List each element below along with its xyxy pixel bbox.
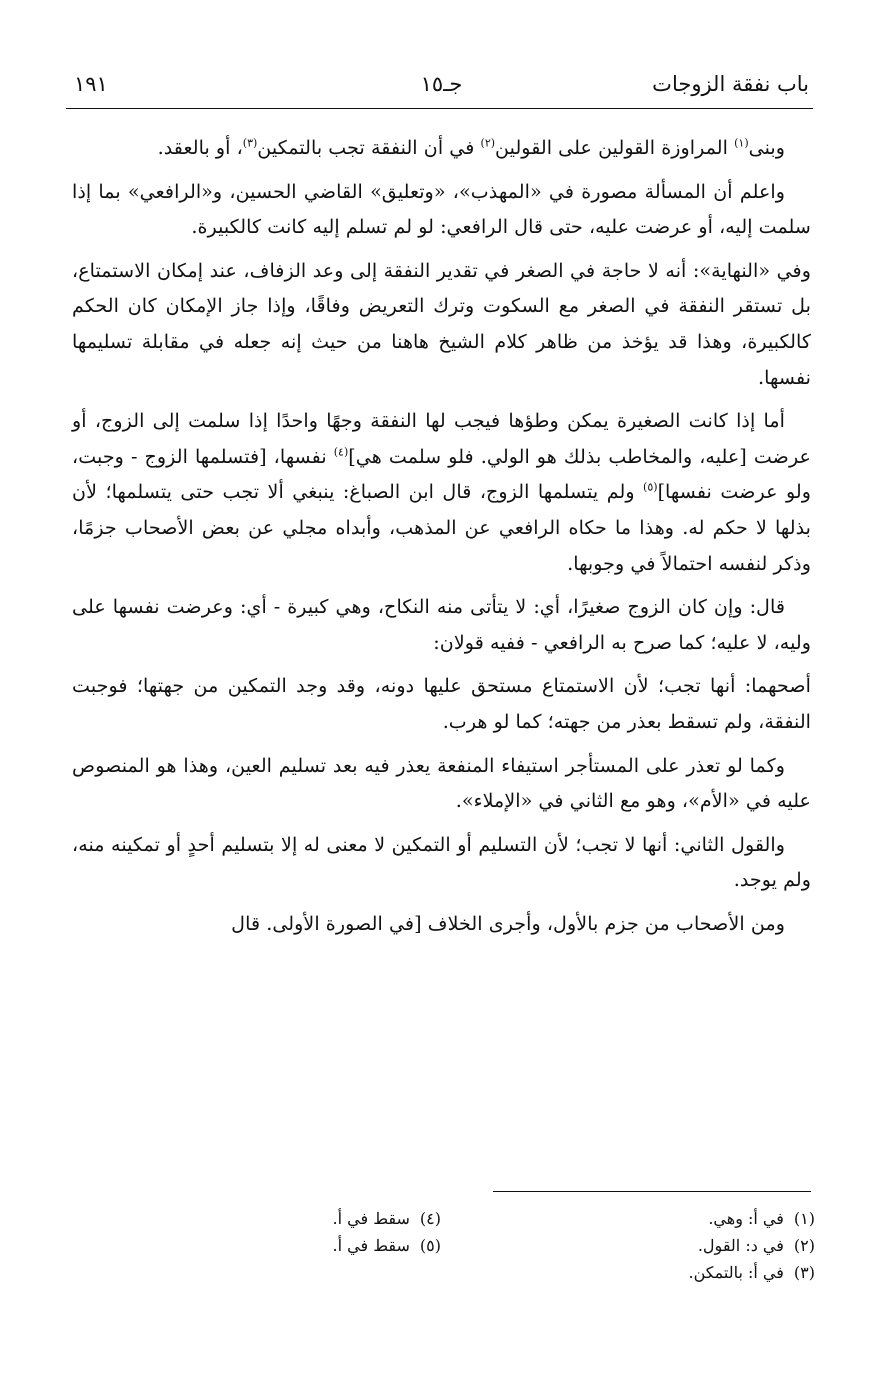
footnote-reference[interactable]: (٣) <box>242 136 258 150</box>
paragraph-text: ومن الأصحاب من جزم بالأول، وأجرى الخلاف [في الصورة الأولى. قال <box>231 911 785 935</box>
footnote-reference[interactable]: (٢) <box>480 136 496 150</box>
paragraph-text: واعلم أن المسألة مصورة في «المهذب»، «وتعليق» القاضي الحسين، و«الرافعي» بما إذا سلمت إليه، أو عرضت عليه، حتى قال الرافعي: لو لم تسلم إليه كانت كالكبيرة. <box>72 179 811 239</box>
paragraph <box>72 827 811 898</box>
paragraph-text: وفي «النهاية»: أنه لا حاجة في الصغر في تقدير النفقة إلى وعد الزفاف، عند إمكان الاستمتاع، بل تستقر النفقة في الصغر مع السكوت وترك التعريض وفاقًا، وإذا جاز الإمكان كان الحكم كالكبيرة، وهذا قد يؤخذ من ظاهر كلام الشيخ هاهنا من حيث إنه جعله في مقابلة تسليمها نفسها. <box>72 258 811 389</box>
footnote-number: (٤) <box>419 1209 441 1228</box>
volume-label: جـ١٥ <box>420 72 463 96</box>
footnote-text: في د: القول. <box>697 1236 784 1255</box>
footnote-item <box>333 1232 441 1259</box>
footnotes-column-left <box>333 1205 441 1259</box>
footnote-text: سقط في أ. <box>332 1209 410 1228</box>
footnote-item <box>689 1205 815 1232</box>
paragraph <box>72 668 811 739</box>
paragraph <box>72 589 811 660</box>
footnote-reference[interactable]: (١) <box>734 136 749 150</box>
footnote-reference[interactable]: (٤) <box>333 445 349 459</box>
footnote-reference[interactable]: (٥) <box>643 480 658 494</box>
paragraph <box>72 130 811 166</box>
footnote-number: (٥) <box>419 1236 441 1255</box>
paragraph-text: وكما لو تعذر على المستأجر استيفاء المنفعة يعذر فيه بعد تسليم العين، وهذا هو المنصوص عليه في «الأم»، وهو مع الثاني في «الإملاء». <box>72 753 811 813</box>
paragraph-text: في أن النفقة تجب بالتمكين <box>257 136 481 159</box>
header-divider <box>66 108 813 109</box>
paragraph-text: قال: وإن كان الزوج صغيرًا، أي: لا يتأتى منه النكاح، وهي كبيرة - أي: وعرضت نفسها على وليه، لا عليه؛ كما صرح به الرافعي - ففيه قولان: <box>72 595 811 654</box>
page-number: ١٩١ <box>74 72 108 96</box>
footnote-text: في أ: وهي. <box>708 1209 784 1228</box>
paragraph <box>72 748 811 819</box>
footnote-number: (١) <box>793 1209 815 1228</box>
footnotes-column-right <box>689 1205 815 1286</box>
paragraph-text: ، أو بالعقد. <box>157 136 243 159</box>
footnote-number: (٢) <box>793 1236 815 1255</box>
paragraph-text: أما إذا كانت الصغيرة يمكن وطؤها فيجب لها النفقة وجهًا واحدًا إذا سلمت إلى الزوج، أو عرضت [عليه، والمخاطب بذلك هو الولي. فلو سلمت هي] <box>72 409 811 468</box>
paragraph <box>72 403 811 581</box>
paragraph-text: نفسها، [فتسلمها الزوج - وجبت، ولو عرضت نفسها] <box>72 444 811 504</box>
paragraph-text: وبنى <box>748 136 785 159</box>
paragraph <box>72 906 811 942</box>
paragraph-text: ولم يتسلمها الزوج، قال ابن الصباغ: ينبغي ألا تجب حتى يتسلمها؛ لأن بذلها لا حكم له. وهذا ما حكاه الرافعي عن المذهب، وأبداه مجلي عن بعض الأصحاب جزمًا، وذكر لنفسه احتمالاً في وجوبها. <box>72 480 811 575</box>
footnote-divider <box>493 1191 811 1192</box>
paragraph-text: المراوزة القولين على القولين <box>495 136 735 159</box>
footnote-number: (٣) <box>793 1263 815 1282</box>
paragraph-text: والقول الثاني: أنها لا تجب؛ لأن التسليم أو التمكين لا معنى له إلا بتسليم أحدٍ أو تمكينه منه، ولم يوجد. <box>72 832 811 892</box>
running-header <box>74 72 809 102</box>
chapter-title: باب نفقة الزوجات <box>652 72 809 96</box>
paragraph-text: أصحهما: أنها تجب؛ لأن الاستمتاع مستحق عليها دونه، وقد وجد التمكين من جهتها؛ فوجبت النفقة، ولم تسقط بعذر من جهته؛ كما لو هرب. <box>72 674 811 733</box>
footnote-text: سقط في أ. <box>332 1236 410 1255</box>
footnote-item <box>689 1259 815 1286</box>
footnote-text: في أ: بالتمكن. <box>688 1263 784 1282</box>
footnote-item <box>689 1232 815 1259</box>
paragraph <box>72 174 811 245</box>
footnote-item <box>333 1205 441 1232</box>
main-text <box>72 130 811 949</box>
paragraph <box>72 253 811 395</box>
